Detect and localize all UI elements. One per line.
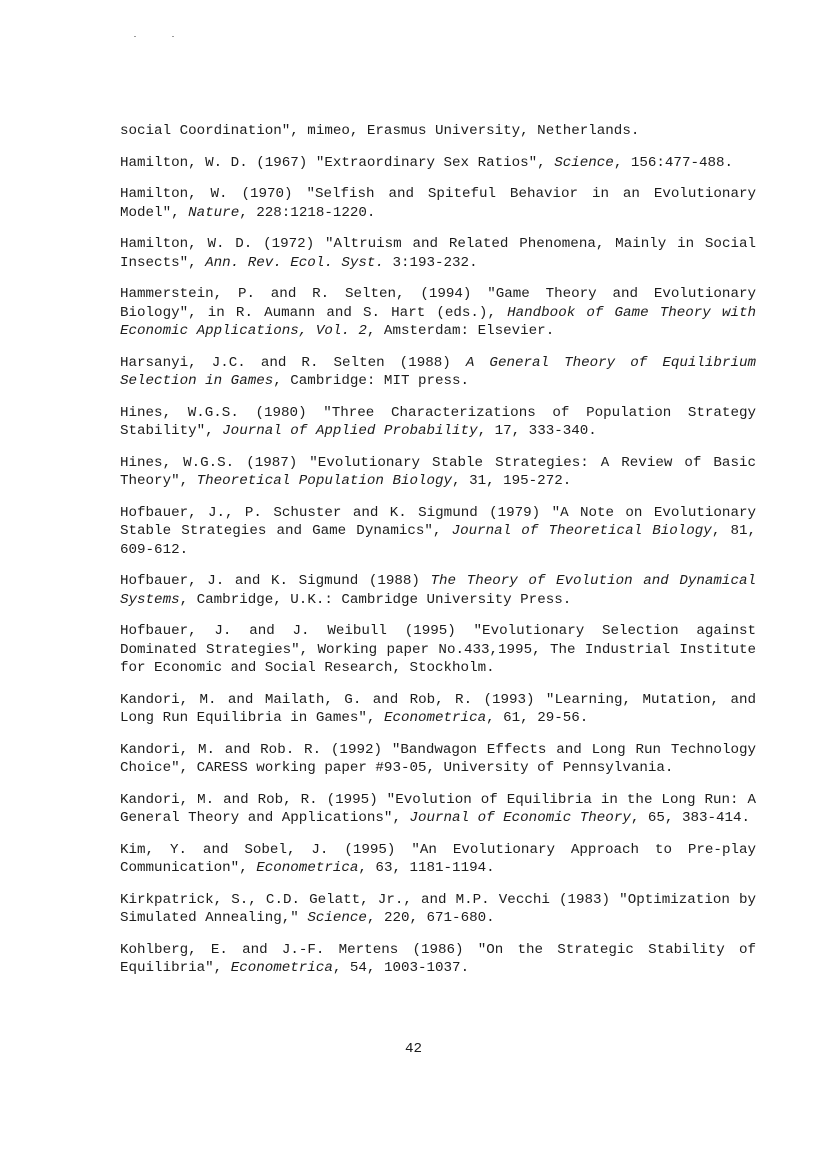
scan-speck bbox=[172, 36, 174, 37]
reference-text: , 54, 1003-1037. bbox=[332, 960, 470, 976]
reference-entry bbox=[120, 572, 756, 609]
reference-entry bbox=[120, 354, 756, 391]
reference-entry bbox=[120, 154, 756, 173]
reference-entry bbox=[120, 454, 756, 491]
reference-text: Kandori, M. and Mailath, G. and Rob, R. (1993) "Learning, Mutation, and Long Run Equilibria in Games", bbox=[120, 691, 756, 726]
reference-title-italic: Ann. Rev. Ecol. Syst. bbox=[205, 254, 384, 271]
reference-text: Harsanyi, J.C. and R. Selten (1988) bbox=[120, 354, 466, 371]
reference-title-italic: Nature bbox=[188, 204, 240, 221]
reference-text: , Cambridge: MIT press. bbox=[273, 373, 470, 389]
reference-entry bbox=[120, 791, 756, 828]
reference-text: , 31, 195-272. bbox=[452, 473, 572, 489]
reference-title-italic: Science bbox=[554, 154, 614, 171]
reference-text: Kandori, M. and Rob. R. (1992) "Bandwagon Effects and Long Run Technology Choice", CARESS working paper #93-05, University of Pennsylvania. bbox=[120, 741, 756, 776]
reference-text: 3:193-232. bbox=[383, 254, 478, 271]
reference-text: Hofbauer, J. and J. Weibull (1995) "Evolutionary Selection against Dominated Strategies", Working paper No.433,1995, The Industrial Institute for Economic and Social Research, Stockholm. bbox=[120, 623, 756, 676]
reference-text: , 220, 671-680. bbox=[366, 910, 495, 926]
reference-text: Kandori, M. and Rob, R. (1995) "Evolution of Equilibria in the Long Run: A General Theory and Applications", bbox=[120, 791, 756, 826]
reference-entry bbox=[120, 235, 756, 272]
reference-entry bbox=[120, 841, 756, 878]
reference-title-italic: Journal of Economic Theory bbox=[409, 810, 631, 826]
reference-title-italic: Science bbox=[307, 910, 367, 926]
reference-text: Hines, W.G.S. (1987) "Evolutionary Stable Strategies: A Review of Basic Theory", bbox=[120, 454, 756, 489]
reference-title-italic: Handbook of Game Theory with Economic Applications, Vol. 2 bbox=[120, 304, 756, 339]
reference-title-italic: Econometrica bbox=[256, 860, 359, 876]
reference-entry bbox=[120, 741, 756, 778]
reference-entry bbox=[120, 404, 756, 441]
reference-text: Hofbauer, J., P. Schuster and K. Sigmund (1979) "A Note on Evolutionary Stable Strategies and Game Dynamics", bbox=[120, 504, 756, 539]
reference-text: Kim, Y. and Sobel, J. (1995) "An Evolutionary Approach to Pre-play Communication", bbox=[120, 841, 756, 876]
reference-text: Hamilton, W. D. (1967) "Extraordinary Sex Ratios", bbox=[120, 154, 555, 171]
reference-title-italic: Journal of Theoretical Biology bbox=[451, 523, 712, 539]
reference-text: , 156:477-488. bbox=[613, 154, 734, 171]
reference-text: Hines, W.G.S. (1980) "Three Characterizations of Population Strategy Stability", bbox=[120, 404, 756, 439]
reference-title-italic: Econometrica bbox=[383, 710, 487, 726]
reference-title-italic: Journal of Applied Probability bbox=[222, 423, 478, 439]
reference-text: Hamilton, W. D. (1972) "Altruism and Related Phenomena, Mainly in Social Insects", bbox=[120, 236, 756, 271]
reference-title-italic: A General Theory of Equilibrium Selection in Games bbox=[120, 354, 756, 389]
reference-title-italic: Theoretical Population Biology bbox=[196, 473, 453, 489]
reference-title-italic: The Theory of Evolution and Dynamical Systems bbox=[120, 573, 756, 608]
reference-text: , 228:1218-1220. bbox=[239, 204, 376, 221]
reference-text: , Cambridge, U.K.: Cambridge University Press. bbox=[179, 591, 572, 608]
reference-entry bbox=[120, 122, 756, 141]
reference-text: Hofbauer, J. and K. Sigmund (1988) bbox=[120, 573, 431, 589]
reference-entry bbox=[120, 285, 756, 341]
reference-text: , 65, 383-414. bbox=[630, 810, 751, 826]
page-number: 42 bbox=[404, 1041, 423, 1057]
reference-text: Kirkpatrick, S., C.D. Gelatt, Jr., and M.P. Vecchi (1983) "Optimization by Simulated Annealing," bbox=[120, 891, 756, 926]
reference-entry bbox=[120, 941, 756, 978]
reference-text: Kohlberg, E. and J.-F. Mertens (1986) "On the Strategic Stability of Equilibria", bbox=[120, 941, 756, 976]
reference-text: , 61, 29-56. bbox=[486, 710, 589, 726]
reference-text: Hammerstein, P. and R. Selten, (1994) "Game Theory and Evolutionary Biology", in R. Aumann and S. Hart (eds.), bbox=[120, 286, 756, 321]
reference-list bbox=[120, 122, 756, 991]
reference-entry bbox=[120, 691, 756, 728]
reference-text: , 63, 1181-1194. bbox=[358, 860, 495, 876]
reference-entry bbox=[120, 185, 756, 222]
reference-entry bbox=[120, 891, 756, 928]
reference-text: social Coordination", mimeo, Erasmus University, Netherlands. bbox=[120, 123, 640, 139]
scan-speck bbox=[134, 36, 136, 37]
reference-entry bbox=[120, 504, 756, 560]
reference-text: Hamilton, W. (1970) "Selfish and Spiteful Behavior in an Evolutionary Model", bbox=[120, 186, 756, 221]
reference-entry bbox=[120, 622, 756, 678]
reference-title-italic: Econometrica bbox=[230, 960, 333, 976]
reference-text: , 17, 333-340. bbox=[477, 423, 597, 439]
reference-text: , Amsterdam: Elsevier. bbox=[366, 323, 555, 339]
reference-text: , 81, 609-612. bbox=[120, 523, 757, 558]
